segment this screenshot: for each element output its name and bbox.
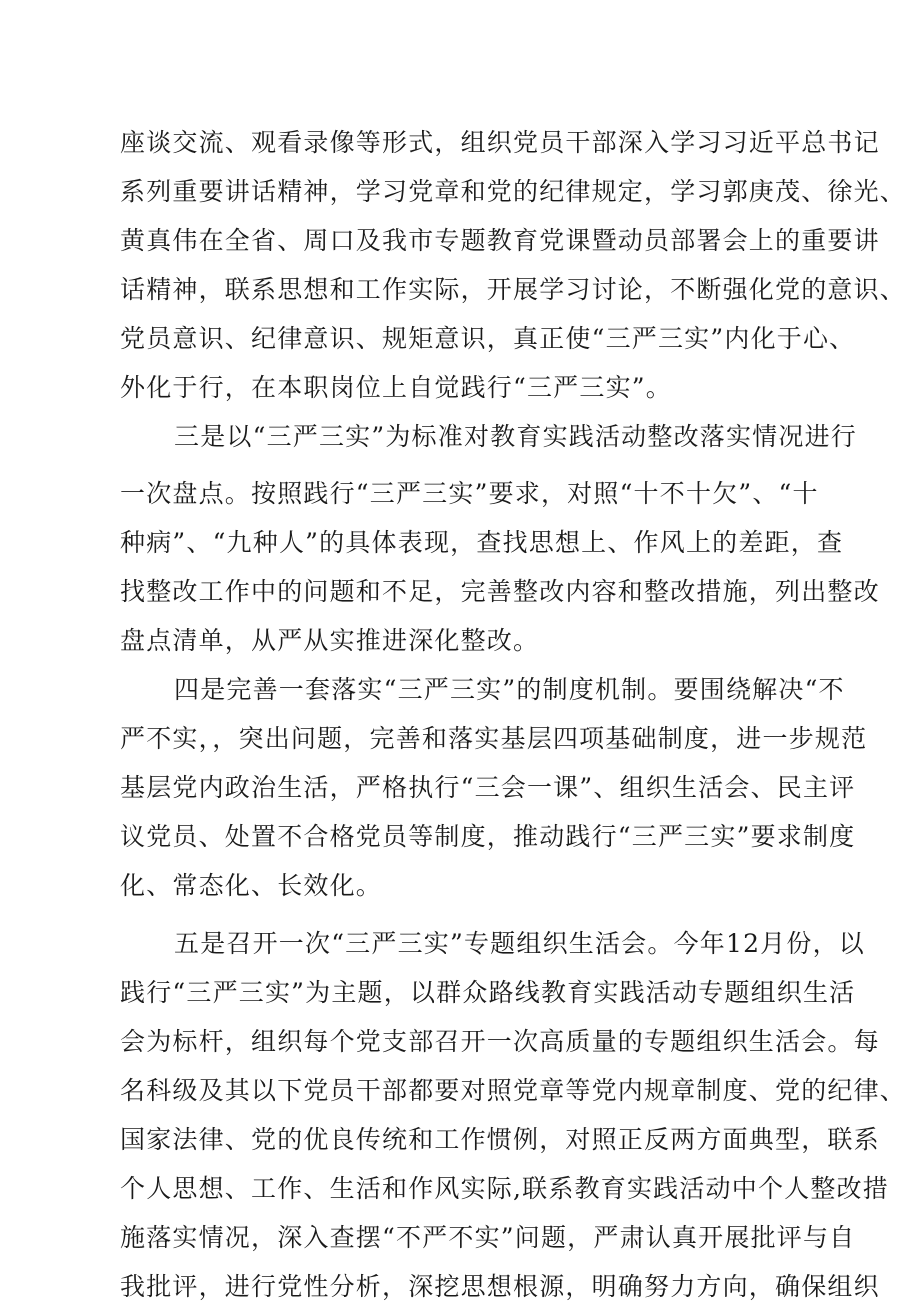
text-line: 话精神，联系思想和工作实际，开展学习讨论，不断强化党的意识、 [120,275,907,304]
text-line: 会为标杆，组织每个党支部召开一次高质量的专题组织生活会。每 [120,1027,880,1056]
text-line: 名科级及其以下党员干部都要对照党章等党内规章制度、党的纪律、 [120,1076,907,1105]
text-line: 党员意识、纪律意识、规矩意识，真正使“三严三实”内化于心、 [120,324,856,353]
text-line: 严不实，，突出问题，完善和落实基层四项基础制度，进一步规范 [120,724,868,753]
text-line: 国家法律、党的优良传统和工作惯例，对照正反两方面典型，联系 [120,1125,880,1154]
text-line: 个人思想、工作、生活和作风实际,联系教育实践活动中个人整改措 [120,1174,889,1203]
text-line: 黄真伟在全省、周口及我市专题教育党课暨动员部署会上的重要讲 [120,226,880,255]
paragraph-start-line: 四是完善一套落实“三严三实”的制度机制。要围绕解决“不 [174,675,845,704]
paragraph-start-line: 三是以“三严三实”为标准对教育实践活动整改落实情况进行 [174,422,857,451]
text-line: 基层党内政治生活，严格执行“三会一课”、组织生活会、民主评 [120,773,856,802]
text-line: 座谈交流、观看录像等形式，组织党员干部深入学习习近平总书记 [120,128,880,157]
text-line: 一次盘点。按照践行“三严三实”要求，对照“十不十欠”、“十 [120,479,819,508]
text-line: 施落实情况，深入查摆“不严不实”问题，严肃认真开展批评与自 [120,1223,856,1252]
text-line: 系列重要讲话精神，学习党章和党的纪律规定，学习郭庚茂、徐光、 [120,177,907,206]
text-line: 种病”、“九种人”的具体表现，查找思想上、作风上的差距，查 [120,528,844,557]
text-line: 我批评，进行党性分析，深挖思想根源，明确努力方向，确保组织 [120,1272,880,1301]
text-line: 践行“三严三实”为主题，以群众路线教育实践活动专题组织生活 [120,978,856,1007]
text-line: 外化于行，在本职岗位上自觉践行“三严三实”。 [120,373,672,402]
paragraph-start-line: 五是召开一次“三严三实”专题组织生活会。今年12月份，以 [174,929,865,958]
text-line: 化、常态化、长效化。 [120,871,383,900]
text-line: 议党员、处置不合格党员等制度，推动践行“三严三实”要求制度 [120,822,856,851]
text-line: 盘点清单，从严从实推进深化整改。 [120,626,540,655]
text-line: 找整改工作中的问题和不足，完善整改内容和整改措施，列出整改 [120,577,880,606]
